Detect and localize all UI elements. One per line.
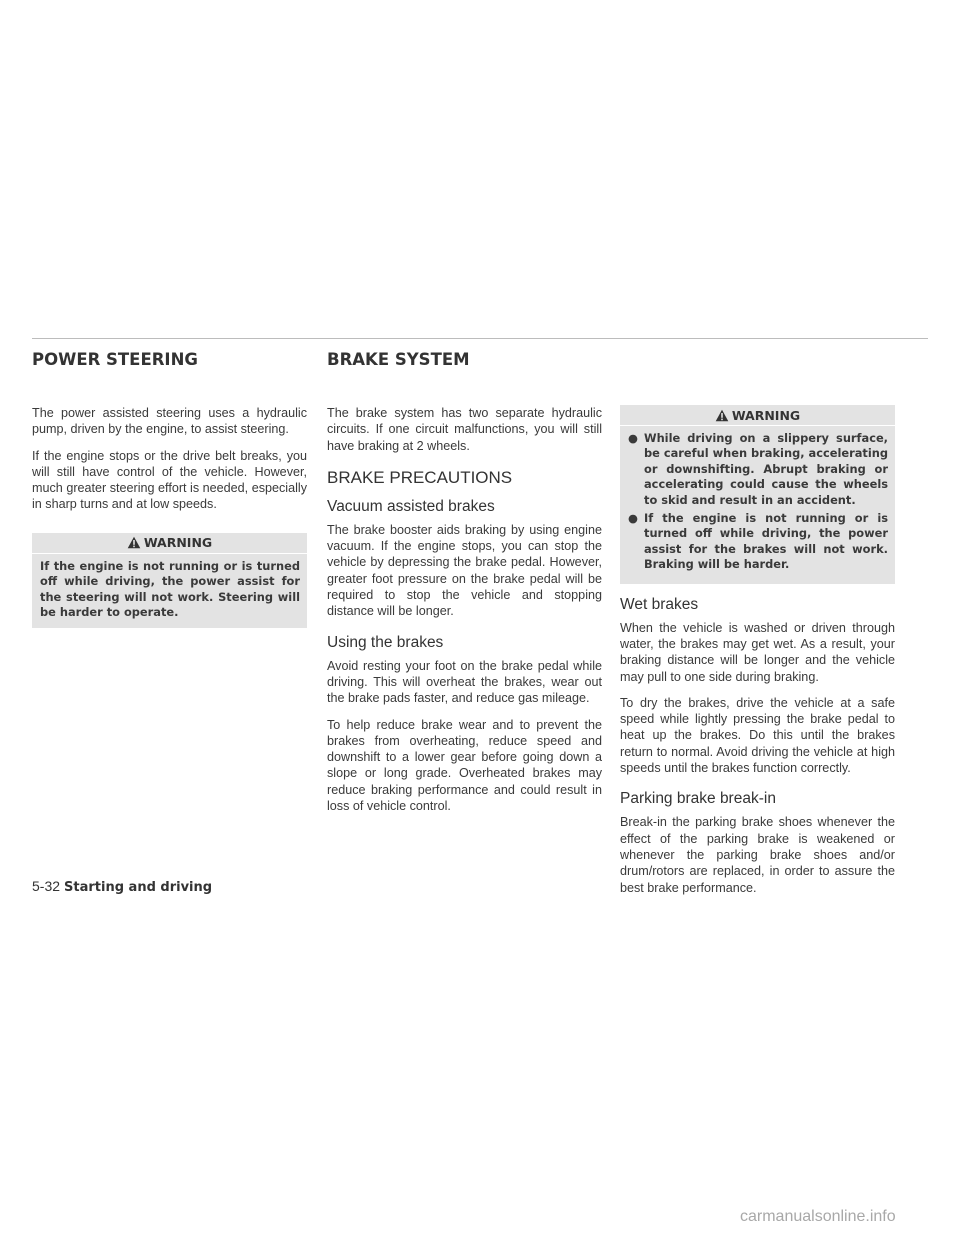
parking-brake-heading: Parking brake break-in xyxy=(620,790,776,808)
brake-system-title: BRAKE SYSTEM xyxy=(327,350,470,369)
warning-box xyxy=(32,533,307,629)
bullet-icon: ● xyxy=(628,511,638,526)
warning-header xyxy=(32,533,307,554)
warning-label: WARNING xyxy=(143,535,213,551)
wet-brakes-heading: Wet brakes xyxy=(620,595,699,613)
power-steering-title: POWER STEERING xyxy=(32,350,198,369)
warning-label: WARNING xyxy=(731,407,801,423)
warning-text: If the engine is not running or is turned off while driving, the power assist for the steering will not work. Steering will be harder to operate. xyxy=(32,554,307,629)
warning-header xyxy=(620,405,895,426)
paragraph: The brake system has two separate hydraulic circuits. If one circuit malfunctions, you will still have braking at 2 wheels. xyxy=(327,406,602,453)
paragraph: The brake booster aids braking by using engine vacuum. If the engine stops, you can stop the vehicle by depressing the brake pedal. However, greater foot pressure on the brake pedal will be required to stop the vehicle and stopping distance will be longer. xyxy=(327,522,602,619)
warning-triangle-icon xyxy=(127,536,141,549)
vacuum-heading: Vacuum assisted brakes xyxy=(327,497,495,515)
watermark: carmanualsonline.info xyxy=(740,1208,896,1225)
paragraph: When the vehicle is washed or driven through water, the brakes may get wet. As a result, your braking distance will be longer and the vehicle may pull to one side during braking. xyxy=(620,620,895,684)
paragraph: If the engine stops or the drive belt breaks, you will still have control of the vehicle. However, much greater steering effort is needed, especially in sharp turns and at low speeds. xyxy=(32,448,307,512)
paragraph: The power assisted steering uses a hydraulic pump, driven by the engine, to assist steering. xyxy=(32,406,307,437)
paragraph: To dry the brakes, drive the vehicle at a safe speed while lightly pressing the brake pedal to heat up the brakes. Do this until the brakes return to normal. Avoid driving the vehicle at high speeds until the brakes function correctly. xyxy=(620,695,895,776)
column-brake-system xyxy=(327,405,602,824)
paragraph: Avoid resting your foot on the brake pedal while driving. This will overheat the brakes, wear out the brake pads faster, and reduce gas mileage. xyxy=(327,658,602,706)
warning-triangle-icon xyxy=(715,409,729,422)
page-footer xyxy=(32,878,212,895)
brake-precautions-heading: BRAKE PRECAUTIONS xyxy=(327,467,513,487)
top-divider xyxy=(32,338,928,339)
warning-box xyxy=(620,405,895,584)
using-brakes-heading: Using the brakes xyxy=(327,633,444,651)
page-number: 5-32 xyxy=(32,878,61,894)
paragraph: To help reduce brake wear and to prevent the brakes from overheating, reduce speed and downshift to a lower gear before going down a slope or long grade. Overheated brakes may reduce braking performance and could result in loss of vehicle control. xyxy=(327,717,602,814)
list-item: ● While driving on a slippery surface, be careful when braking, accelerating or downshifting. Abrupt braking or accelerating could cause the wheels to skid and result in an accident. xyxy=(628,431,888,507)
bullet-icon: ● xyxy=(628,431,638,445)
paragraph: Break-in the parking brake shoes whenever the effect of the parking brake is weakened or whenever the parking brake shoes and/or drum/rotors are replaced, in order to assure the best brake performance. xyxy=(620,815,895,895)
column-brake-continued xyxy=(620,405,895,906)
column-power-steering xyxy=(32,405,307,628)
list-item: ● If the engine is not running or is turned off while driving, the power assist for the brakes will not work. Braking will be harder. xyxy=(628,511,888,572)
warning-list xyxy=(620,426,895,584)
chapter-title: Starting and driving xyxy=(64,880,213,895)
